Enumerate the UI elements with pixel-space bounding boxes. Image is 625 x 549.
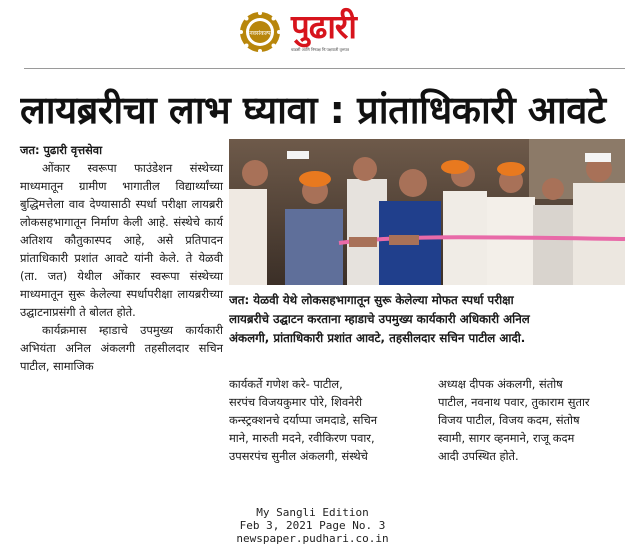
masthead (0, 0, 625, 66)
edition-date-page: Feb 3, 2021 Page No. 3 (239, 519, 386, 532)
text-line: सरपंच विजयकुमार पोरे, शिवनेरी (229, 395, 363, 409)
photo-caption (229, 291, 625, 348)
caption-line: जत: येळवी येथे लोकसहभागातून सुरू केलेल्या मोफत स्पर्धा परीक्षा (229, 293, 514, 307)
dateline: जत: पुढारी वृत्तसेवा (20, 143, 103, 157)
logo-wordmark: पुढारी (291, 7, 356, 46)
article-body-right (438, 375, 625, 465)
text-line: माने, मारुती मदने, रवीकिरण पवार, (229, 431, 375, 445)
edition-name: My Sangli Edition (256, 506, 369, 519)
headline: लायब्ररीचा लाभ घ्यावा : प्रांताधिकारी आवटे (20, 88, 606, 132)
article-body-middle (229, 375, 424, 465)
text-line: कार्यकर्ते गणेश करे- पाटील, (229, 377, 343, 391)
logo-tagline: धाडसी आणि निष्पक्ष नि:पक्षपाती वृत्तपत्र (291, 47, 349, 52)
text-line: कन्स्ट्रक्शनचे दर्याप्पा जमदाडे, सचिन (229, 413, 378, 427)
text-line: विजय पाटील, विजय कदम, संतोष (438, 413, 580, 427)
emblem-text: नवसंकल्प (249, 30, 271, 37)
emblem-icon (238, 10, 282, 54)
event-photo (229, 139, 625, 285)
masthead-rule (24, 68, 625, 69)
text-line: स्वामी, सागर व्हनमाने, राजू कदम (438, 431, 575, 445)
text-line: उपसरपंच सुनील अंकलगी, संस्थेचे (229, 449, 368, 463)
text-line: आदी उपस्थित होते. (438, 449, 519, 463)
text-line: पाटील, नवनाथ पवार, तुकाराम सुतार (438, 395, 590, 409)
caption-line: अंकलगी, प्रांताधिकारी प्रशांत आवटे, तहसीलदार सचिन पाटील आदी. (229, 331, 526, 345)
edition-site: newspaper.pudhari.co.in (236, 532, 389, 545)
caption-line: लायब्ररीचे उद्घाटन करताना म्हाडाचे उपमुख्य कार्यकारी अधिकारी अनिल (229, 312, 530, 326)
paragraph: कार्यक्रमास म्हाडाचे उपमुख्य कार्यकारी अभियंता अनिल अंकलगी तहसीलदार सचिन पाटील, सामाजिक (20, 323, 223, 373)
article-body-left (20, 141, 223, 375)
edition-footer (0, 506, 625, 545)
text-line: अध्यक्ष दीपक अंकलगी, संतोष (438, 377, 563, 391)
paragraph: ओंकार स्वरूपा फाउंडेशन संस्थेच्या माध्यमातून ग्रामीण भागातील विद्यार्थ्यांच्या बुद्धिमत्तेला वाव देण्यासाठी स्पर्धा परीक्षा लायब्ररी लोकसहभागातून निर्माण केली आहे. संस्थेचे कार्य अतिशय कौतुकास्पद आहे, असे प्रतिपादन प्रांताधिकारी प्रशांत आवटे यांनी केले. ते येळवी (ता. जत) येथील ओंकार स्वरूपा संस्थेच्या माध्यमातून सुरू केलेल्या स्पर्धापरीक्षा लायब्ररीच्या उद्घाटनाप्रसंगी ते बोलत होते. (20, 161, 223, 319)
